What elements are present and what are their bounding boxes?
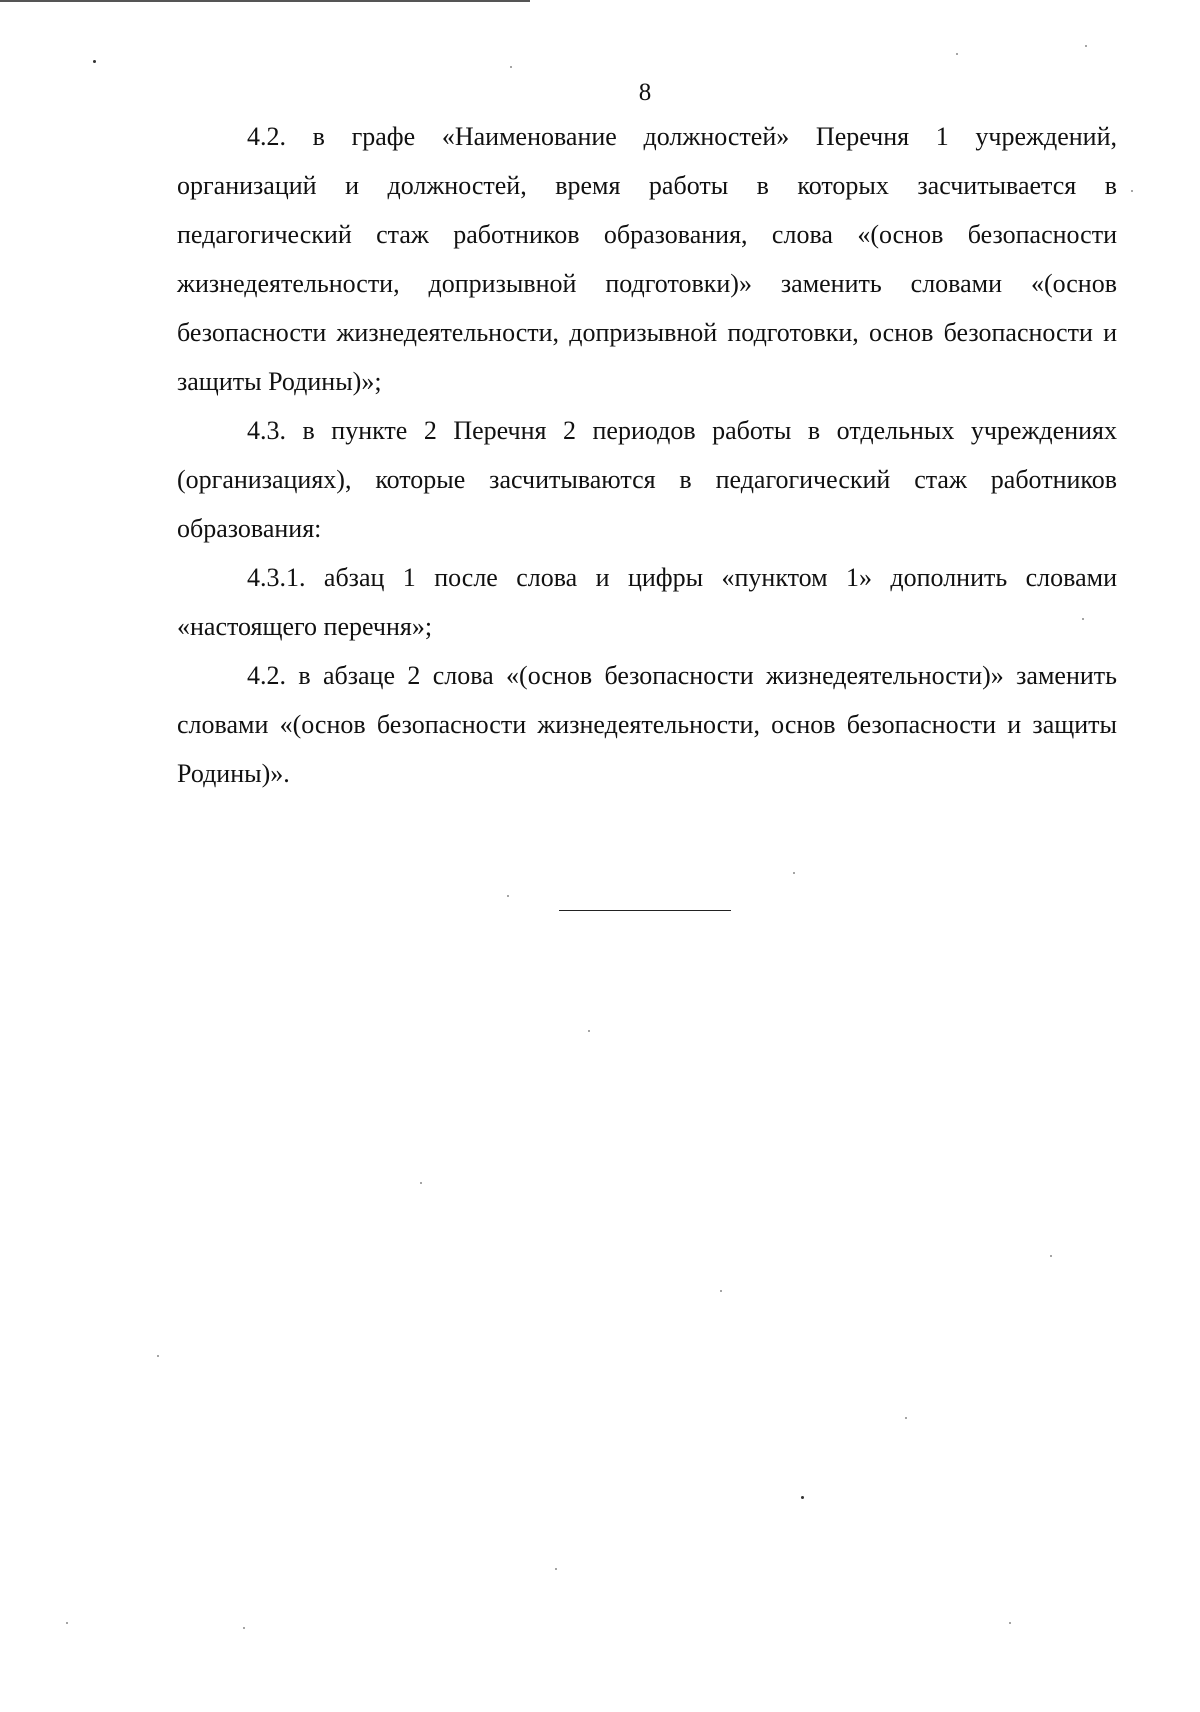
scan-speck [157, 1355, 159, 1357]
scan-speck [510, 66, 512, 68]
scan-top-edge-line [0, 0, 530, 2]
scan-speck [793, 872, 795, 874]
paragraph-4-3-1-abzac-1: 4.3.1. абзац 1 после слова и цифры «пунктом 1» дополнить словами «настоящего перечня»; [177, 563, 1117, 641]
scan-speck [720, 1290, 722, 1292]
scan-speck [1009, 1622, 1011, 1624]
scan-speck [905, 1417, 907, 1419]
scan-speck [507, 895, 509, 897]
end-of-text-line [559, 910, 731, 911]
scan-speck [1085, 45, 1087, 47]
scan-speck [66, 1622, 68, 1624]
paragraph-4-2-abzac-2: 4.2. в абзаце 2 слова «(основ безопасности жизнедеятельности)» заменить словами «(основ безопасности жизнедеятельности, основ безопасности и защиты Родины)». [177, 661, 1117, 788]
paragraph-4-3-list-2: 4.3. в пункте 2 Перечня 2 периодов работы в отдельных учреждениях (организациях), которые засчитываются в педагогический стаж работников образования: [177, 416, 1117, 543]
document-body [177, 112, 1117, 798]
scan-speck [588, 1030, 590, 1032]
page-number: 8 [638, 79, 652, 106]
scan-speck [420, 1182, 422, 1184]
scan-speck [1050, 1255, 1052, 1257]
scan-speck [956, 53, 958, 55]
paragraph-4-2-position-names: 4.2. в графе «Наименование должностей» Перечня 1 учреждений, организаций и должностей, время работы в которых засчитывается в педагогический стаж работников образования, слова «(основ безопасности жизнедеятельности, допризывной подготовки)» заменить словами «(основ безопасности жизнедеятельности, допризывной подготовки, основ безопасности и защиты Родины)»; [177, 122, 1117, 396]
scan-speck [801, 1496, 804, 1499]
scan-speck [1082, 618, 1084, 620]
scan-speck [93, 60, 96, 63]
scan-speck [243, 1627, 245, 1629]
scan-speck [555, 1568, 557, 1570]
scan-speck [1131, 190, 1133, 192]
